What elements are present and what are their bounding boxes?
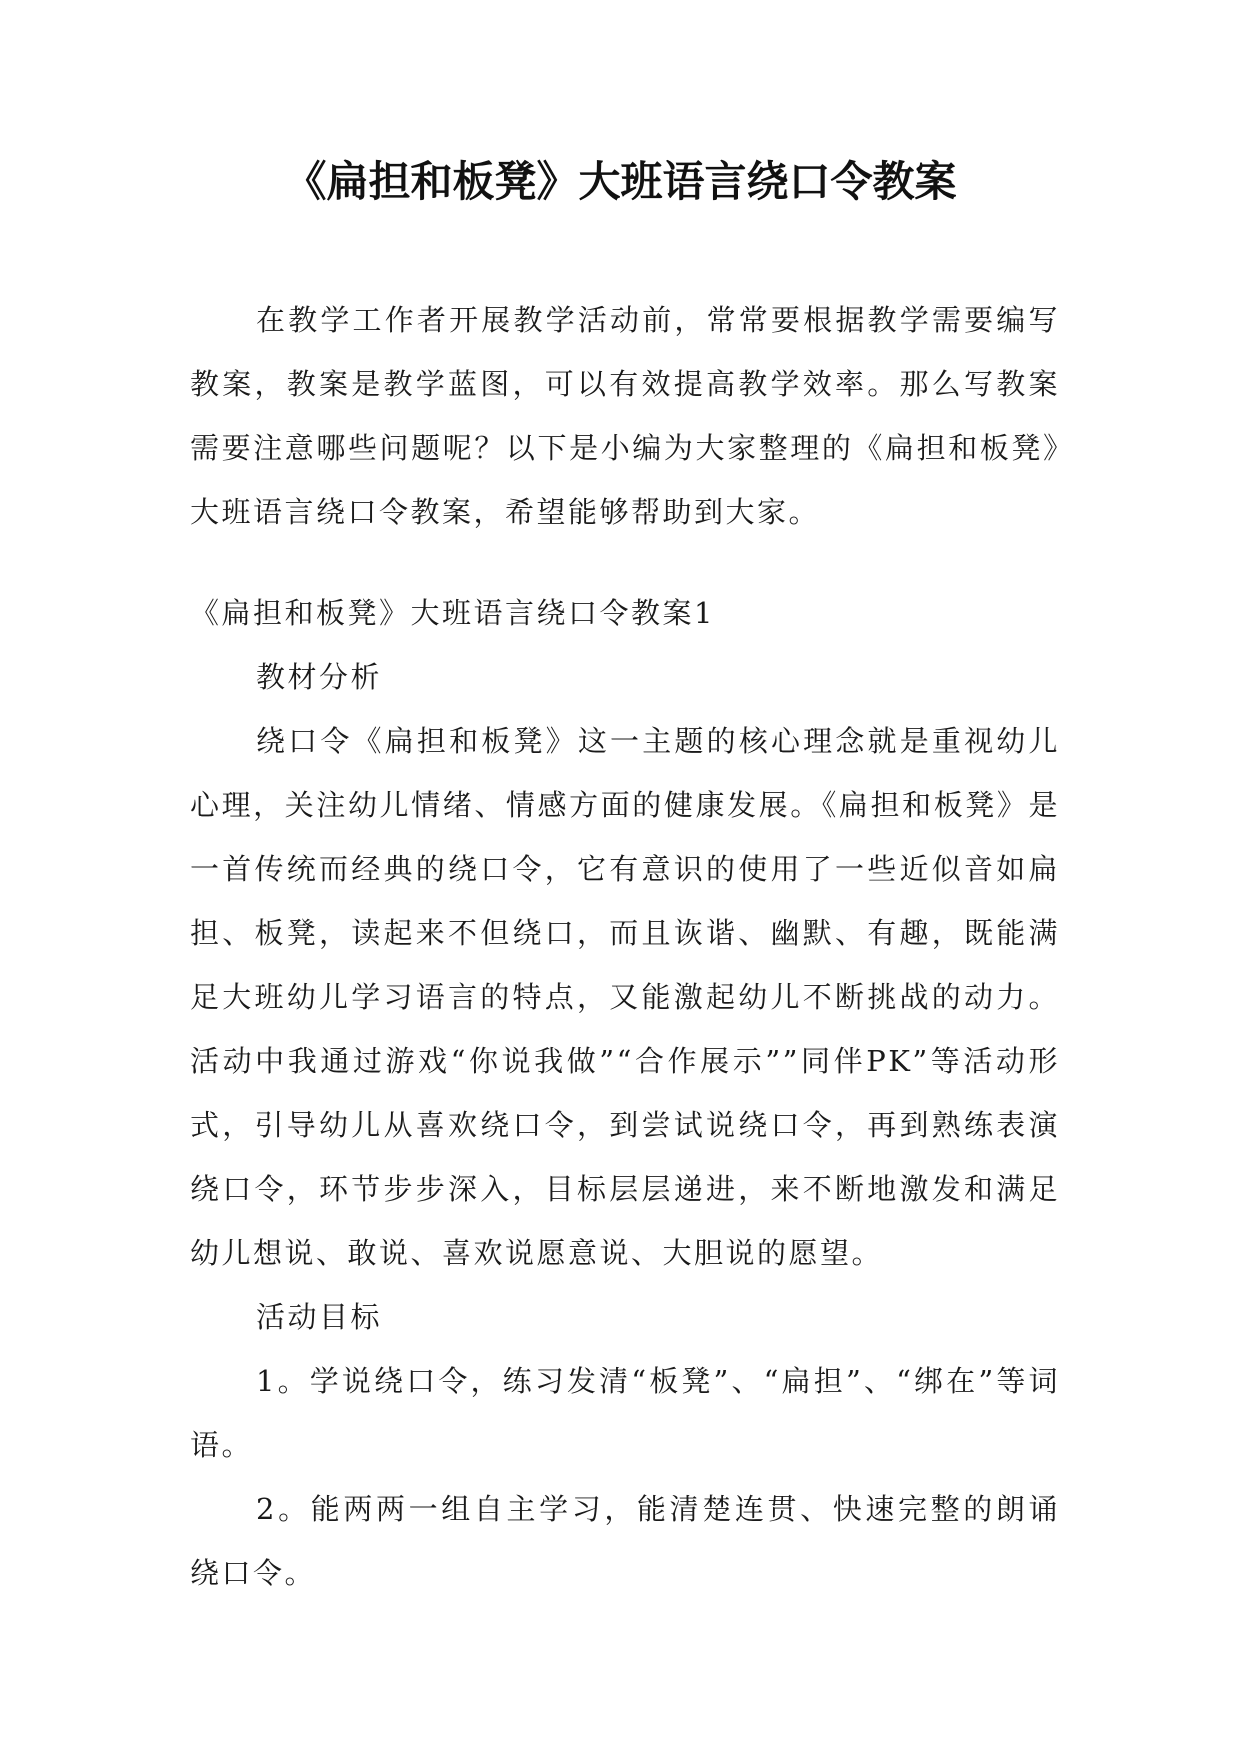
subheading-analysis: 教材分析 [256, 660, 383, 694]
section-spacer [190, 544, 1060, 581]
subheading-goals: 活动目标 [256, 1300, 383, 1334]
goal-item-1: 1。学说绕口令，练习发清“板凳”、“扁担”、“绑在”等词语。 [190, 1364, 1060, 1462]
analysis-paragraph: 绕口令《扁担和板凳》这一主题的核心理念就是重视幼儿心理，关注幼儿情绪、情感方面的健康发展。《扁担和板凳》是一首传统而经典的绕口令，它有意识的使用了一些近似音如扁担、板凳，读起来不但绕口，而且诙谐、幽默、有趣，既能满足大班幼儿学习语言的特点，又能激起幼儿不断挑战的动力。活动中我通过游戏“你说我做”“合作展示””同伴PK”等活动形式，引导幼儿从喜欢绕口令，到尝试说绕口令，再到熟练表演绕口令，环节步步深入，目标层层递进，来不断地激发和满足幼儿想说、敢说、喜欢说愿意说、大胆说的愿望。 [190, 724, 1060, 1270]
goal-item-2: 2。能两两一组自主学习，能清楚连贯、快速完整的朗诵绕口令。 [190, 1492, 1060, 1590]
intro-paragraph: 在教学工作者开展教学活动前，常常要根据教学需要编写教案，教案是教学蓝图，可以有效提高教学效率。那么写教案需要注意哪些问题呢？以下是小编为大家整理的《扁担和板凳》大班语言绕口令教案，希望能够帮助到大家。 [190, 303, 1060, 529]
section-heading: 《扁担和板凳》大班语言绕口令教案1 [190, 596, 715, 630]
document-title: 《扁担和板凳》大班语言绕口令教案 [284, 157, 957, 206]
document-body [190, 288, 1060, 1605]
